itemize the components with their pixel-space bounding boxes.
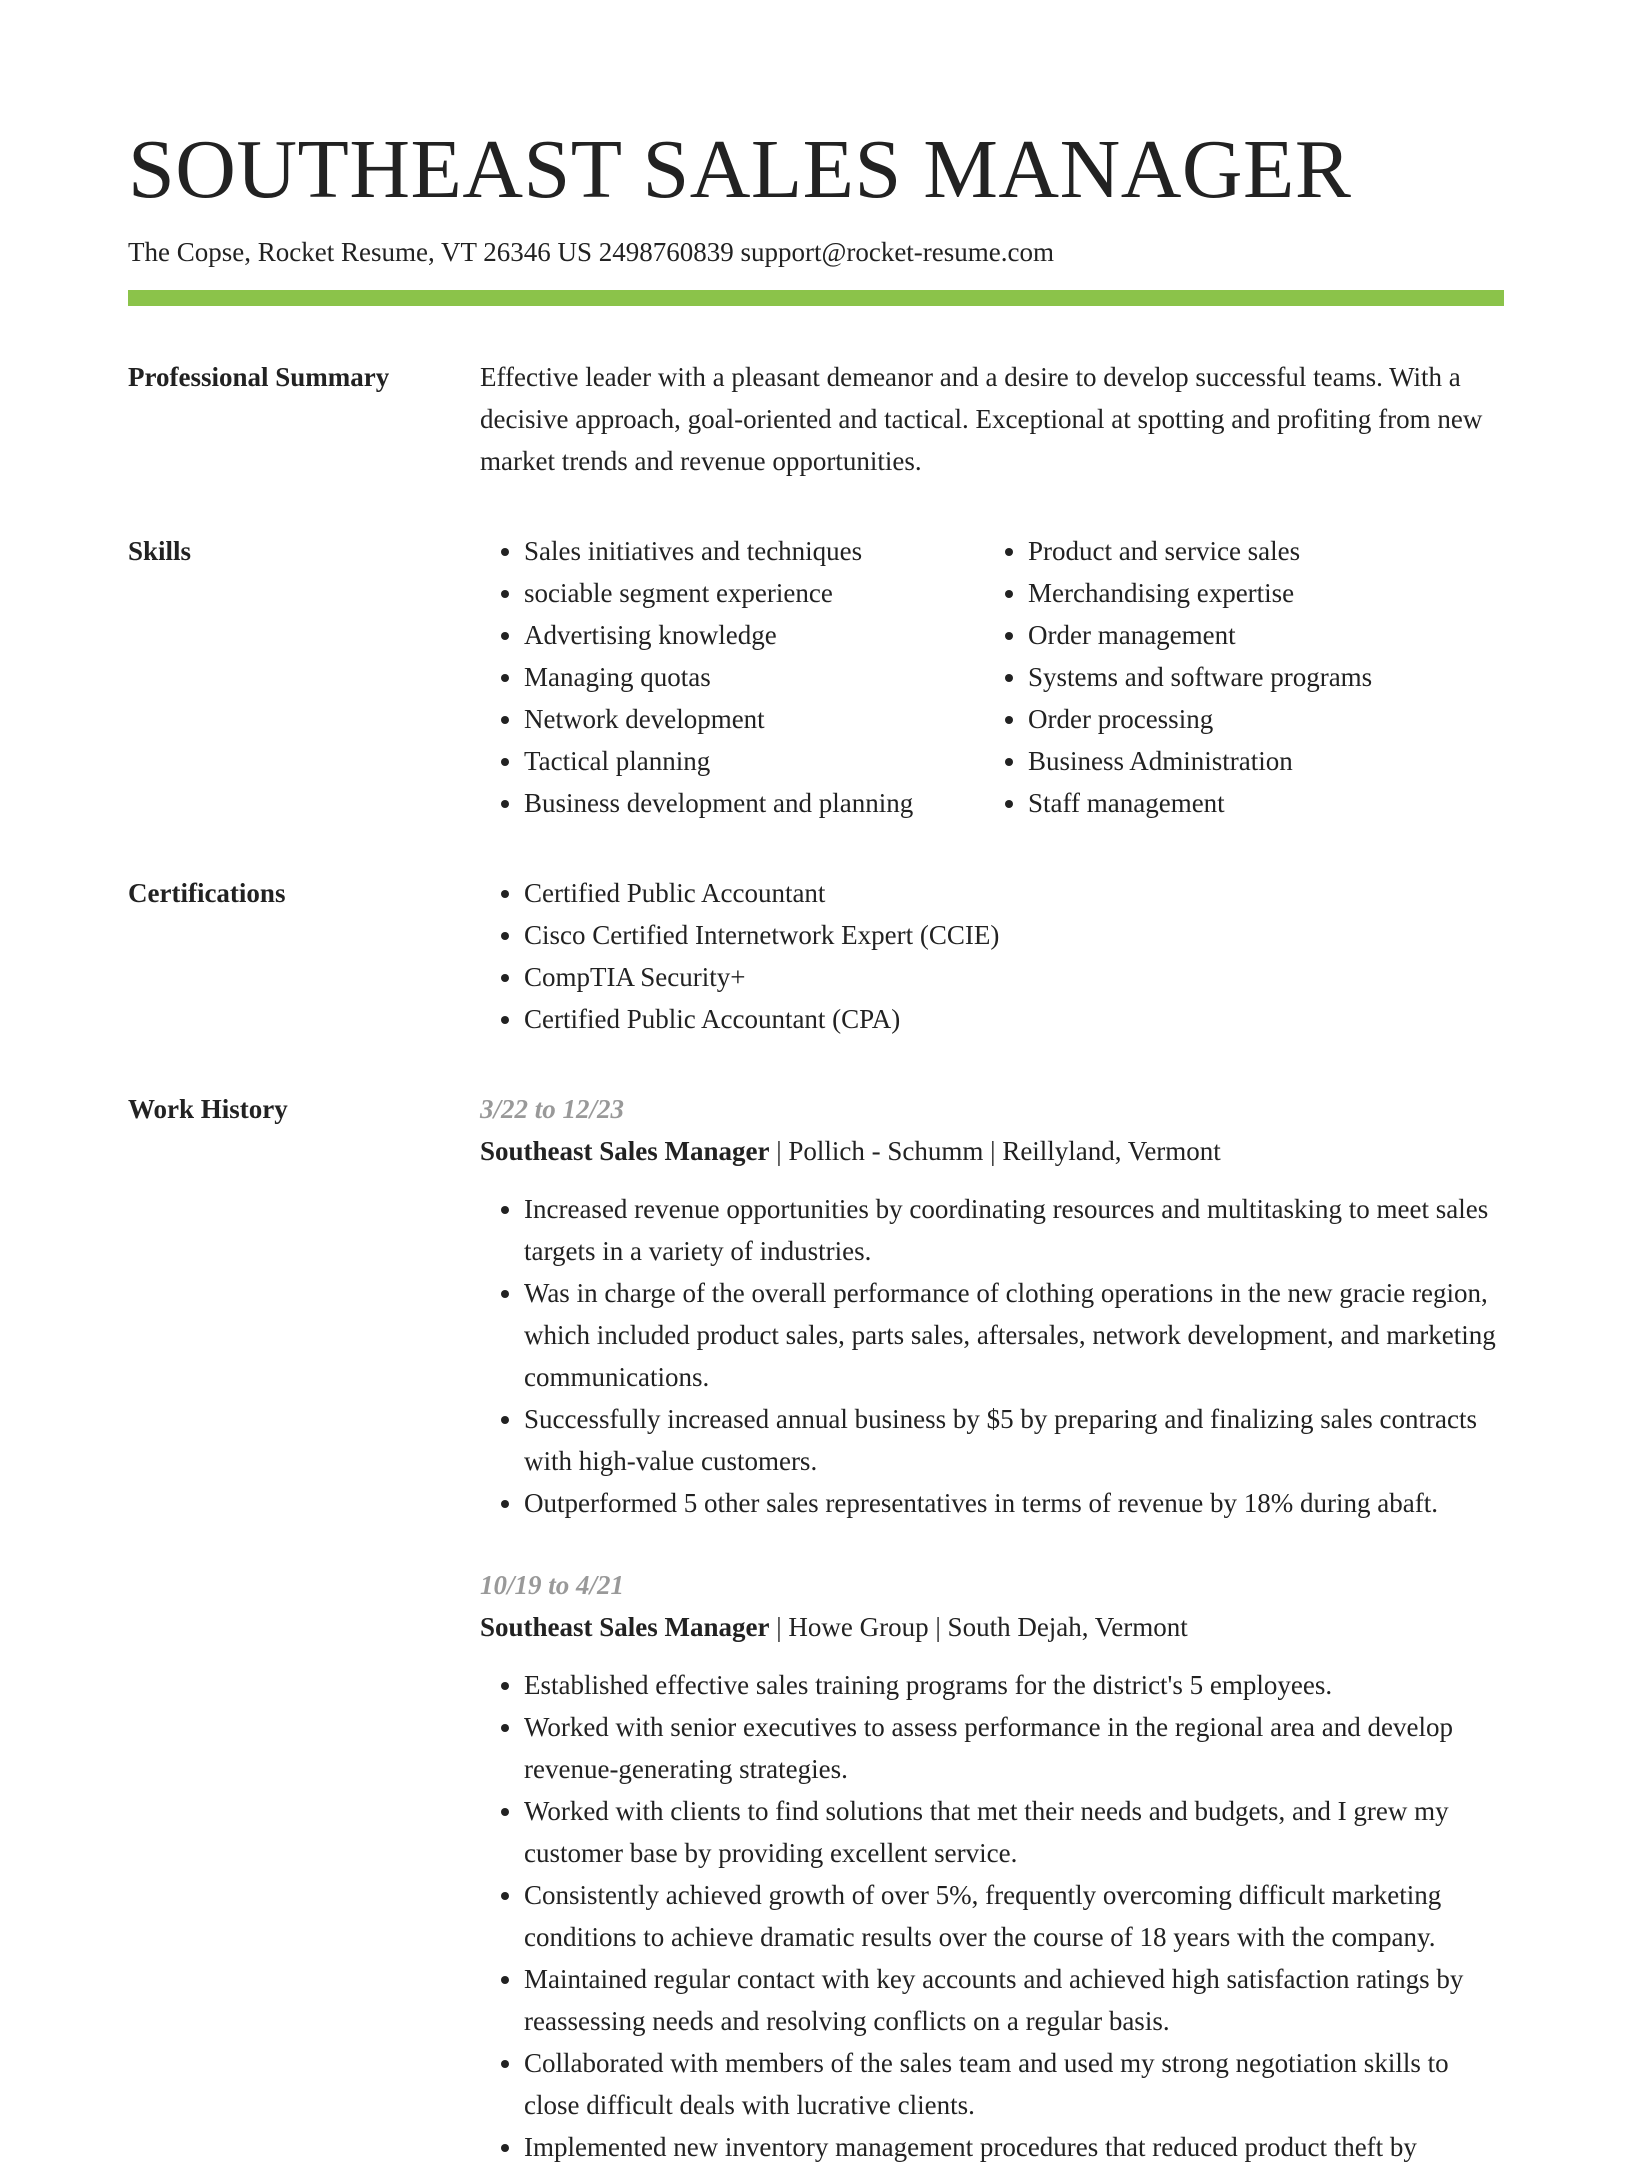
job-dates: 10/19 to 4/21 [480, 1570, 625, 1600]
skill-item: • Sales initiatives and techniques [524, 530, 984, 572]
job-bullets [480, 1664, 1504, 2168]
skills-column-left [480, 530, 984, 824]
job-bullet: • Worked with senior executives to assess performance in the regional area and develop revenue-generating strategies. [524, 1706, 1504, 1790]
skill-item: • Business development and planning [524, 782, 984, 824]
job-bullet: • Was in charge of the overall performance of clothing operations in the new gracie region, which included product sales, parts sales, aftersales, network development, and marketing communications. [524, 1272, 1504, 1398]
skill-item: • Network development [524, 698, 984, 740]
contact-address: The Copse, Rocket Resume, VT 26346 US [128, 237, 592, 267]
job-bullet: • Outperformed 5 other sales representatives in terms of revenue by 18% during abaft. [524, 1482, 1504, 1524]
job-bullet: • Implemented new inventory management procedures that reduced product theft by [524, 2126, 1504, 2168]
skill-item: • Staff management [1028, 782, 1488, 824]
resume-name: SOUTHEAST SALES MANAGER [128, 123, 1352, 216]
skill-item: • Tactical planning [524, 740, 984, 782]
skill-item: • Advertising knowledge [524, 614, 984, 656]
skills-section [128, 530, 1504, 824]
job-title-line: Southeast Sales Manager | Howe Group | South Dejah, Vermont [480, 1612, 1188, 1642]
job-bullet: • Established effective sales training programs for the district's 5 employees. [524, 1664, 1504, 1706]
skill-item: • sociable segment experience [524, 572, 984, 614]
skills-list-right [984, 530, 1488, 824]
job-dates: 3/22 to 12/23 [480, 1094, 625, 1124]
job-title: Southeast Sales Manager [480, 1136, 770, 1166]
skill-item: • Managing quotas [524, 656, 984, 698]
summary-text: Effective leader with a pleasant demeanor and a desire to develop successful teams. With a decisive approach, goal-oriented and tactical. Exceptional at spotting and profiting from new market trends and revenue opportunities. [480, 362, 1483, 476]
certifications-body [480, 872, 1504, 1040]
certifications-heading: Certifications [128, 878, 286, 908]
work-history-heading: Work History [128, 1094, 288, 1124]
skills-heading: Skills [128, 536, 192, 566]
skill-item: • Product and service sales [1028, 530, 1488, 572]
job-entry [480, 1088, 1504, 1524]
skills-body [480, 530, 1504, 824]
job-bullet: • Worked with clients to find solutions that met their needs and budgets, and I grew my customer base by providing excellent service. [524, 1790, 1504, 1874]
summary-section [128, 356, 1504, 482]
job-bullet: • Successfully increased annual business by $5 by preparing and finalizing sales contracts with high-value customers. [524, 1398, 1504, 1482]
job-company: Pollich - Schumm [788, 1136, 984, 1166]
skills-list-left [480, 530, 984, 824]
job-bullets [480, 1188, 1504, 1524]
resume-page [128, 118, 1504, 2168]
skill-item: • Merchandising expertise [1028, 572, 1488, 614]
job-title: Southeast Sales Manager [480, 1612, 770, 1642]
certification-item: • CompTIA Security+ [524, 956, 1504, 998]
job-bullet: • Maintained regular contact with key accounts and achieved high satisfaction ratings by reassessing needs and resolving conflicts on a regular basis. [524, 1958, 1504, 2042]
skill-item: • Order processing [1028, 698, 1488, 740]
job-location: Reillyland, Vermont [1002, 1136, 1221, 1166]
contact-phone: 2498760839 [598, 237, 734, 267]
certification-item: • Cisco Certified Internetwork Expert (CCIE) [524, 914, 1504, 956]
skill-item: • Business Administration [1028, 740, 1488, 782]
work-history-body [480, 1088, 1504, 2168]
certifications-list [480, 872, 1504, 1040]
summary-body [480, 356, 1504, 482]
summary-heading: Professional Summary [128, 362, 390, 392]
job-location: South Dejah, Vermont [947, 1612, 1188, 1642]
certification-item: • Certified Public Accountant [524, 872, 1504, 914]
job-title-line: Southeast Sales Manager | Pollich - Schumm | Reillyland, Vermont [480, 1136, 1221, 1166]
contact-email: support@rocket-resume.com [740, 237, 1055, 267]
certification-item: • Certified Public Accountant (CPA) [524, 998, 1504, 1040]
job-company: Howe Group [788, 1612, 929, 1642]
job-entry [480, 1564, 1504, 2168]
contact-line [128, 232, 1504, 272]
skills-column-right [984, 530, 1488, 824]
job-bullet: • Collaborated with members of the sales team and used my strong negotiation skills to close difficult deals with lucrative clients. [524, 2042, 1504, 2126]
job-bullet: • Increased revenue opportunities by coordinating resources and multitasking to meet sales targets in a variety of industries. [524, 1188, 1504, 1272]
work-history-section [128, 1088, 1504, 2168]
job-bullet: • Consistently achieved growth of over 5%, frequently overcoming difficult marketing conditions to achieve dramatic results over the course of 18 years with the company. [524, 1874, 1504, 1958]
skill-item: • Order management [1028, 614, 1488, 656]
header-divider [128, 290, 1504, 306]
certifications-section [128, 872, 1504, 1040]
skill-item: • Systems and software programs [1028, 656, 1488, 698]
